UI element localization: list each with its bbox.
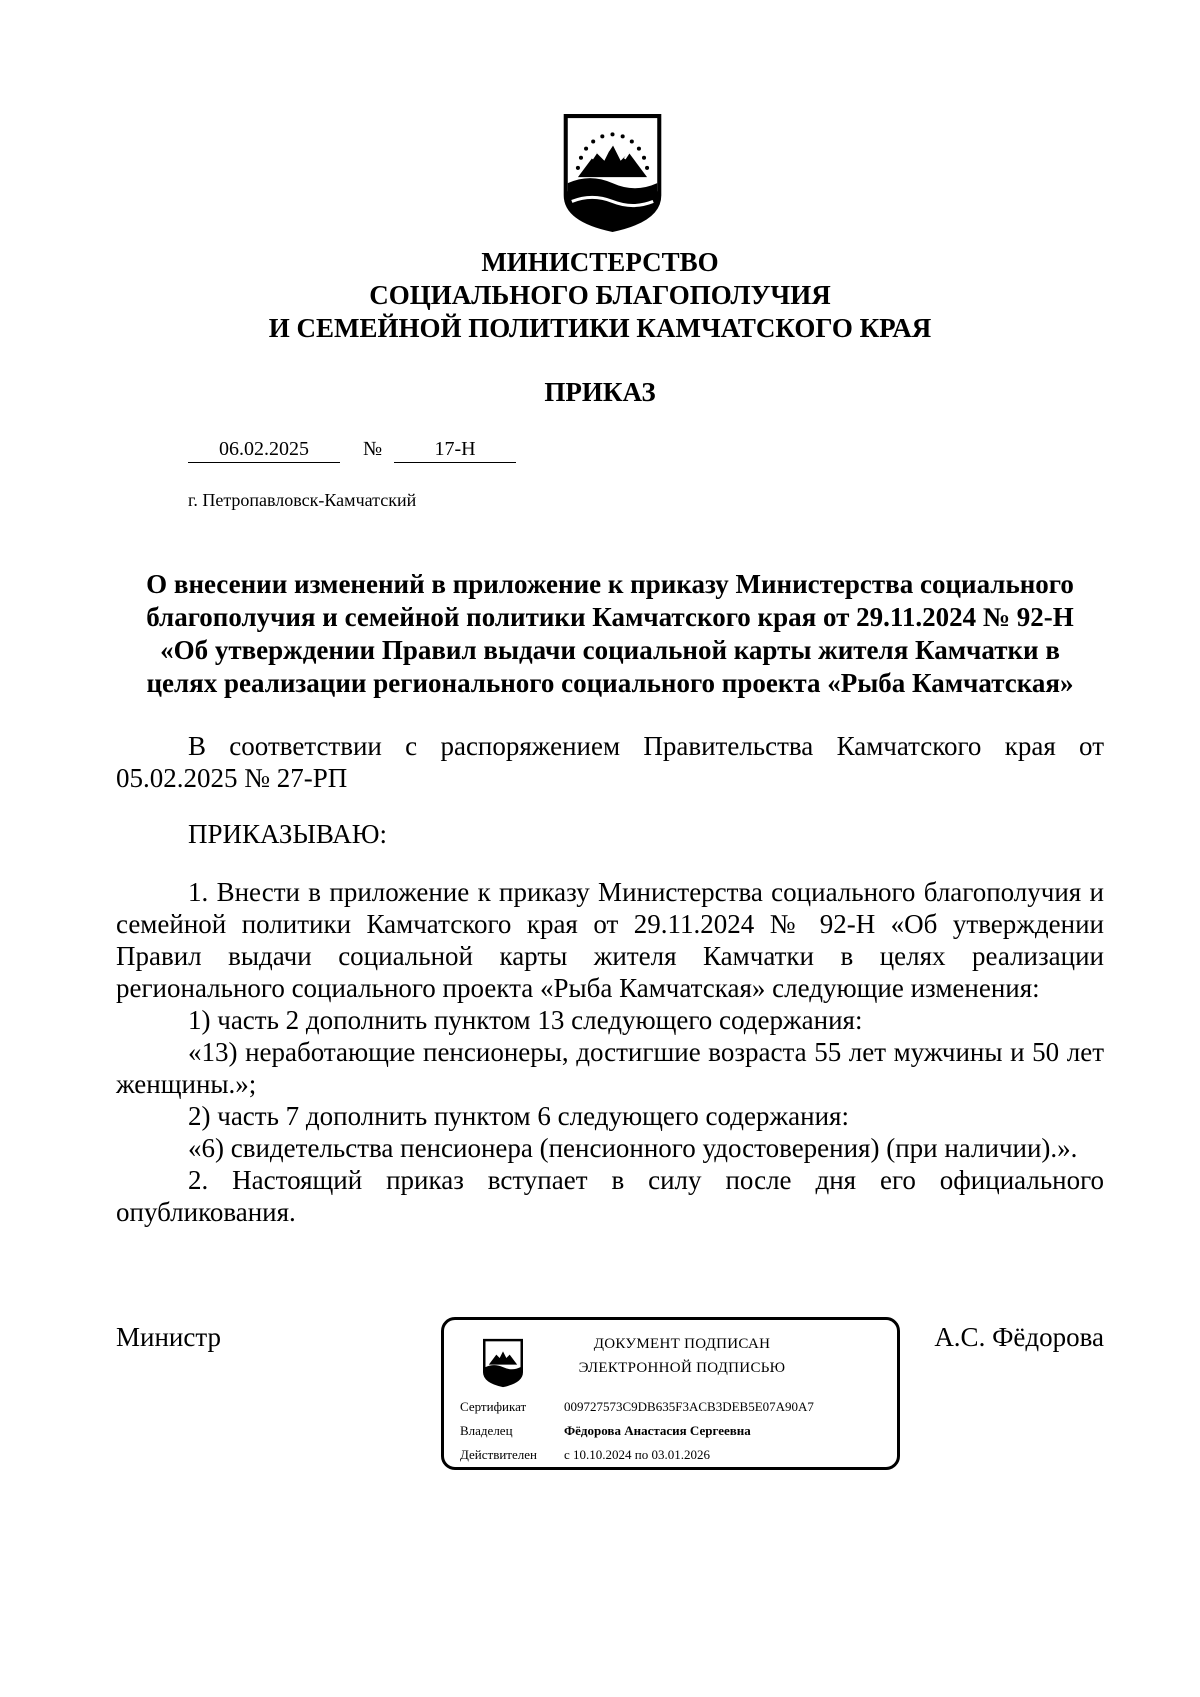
clause-paragraph: 2. Настоящий приказ вступает в силу после дня его официального опубликования. [116,1165,1104,1227]
clause-paragraph: «6) свидетельства пенсионера (пенсионного удостоверения) (при наличии).». [188,1133,1078,1163]
clause-paragraph: 1) часть 2 дополнить пунктом 13 следующего содержания: [188,1005,863,1035]
signatory-position: Министр [116,1322,221,1352]
subject-line: благополучия и семейной политики Камчатского края от 29.11.2024 № 92-Н [146,602,1074,632]
order-number-sign: № [363,438,383,460]
city-name: г. Петропавловск-Камчатский [188,490,417,510]
ministry-line: СОЦИАЛЬНОГО БЛАГОПОЛУЧИЯ [369,280,831,310]
order-date-value: 06.02.2025 [188,436,340,463]
preamble [116,730,1104,794]
coat-of-arms-emblem [561,112,664,234]
stamp-heading-line: ЭЛЕКТРОННОЙ ПОДПИСЬЮ [578,1360,786,1376]
validity-label: Действителен [460,1447,537,1462]
subject-line: «Об утверждении Правил выдачи социальной карты жителя Камчатки в [160,635,1060,665]
order-number-value: 17-Н [394,436,516,463]
stamp-heading [552,1332,812,1380]
order-word [116,818,1104,850]
stamp-heading-line: ДОКУМЕНТ ПОДПИСАН [593,1336,771,1352]
ministry-line: И СЕМЕЙНОЙ ПОЛИТИКИ КАМЧАТСКОГО КРАЯ [268,313,932,343]
order-subject [116,568,1104,700]
order-date [188,436,340,463]
owner-label: Владелец [460,1423,513,1438]
subject-line: целях реализации регионального социального проекта «Рыба Камчатская» [146,668,1074,698]
clause-paragraph: 2) часть 7 дополнить пунктом 6 следующего содержания: [188,1101,849,1131]
order-number [394,436,516,463]
ministry-name [0,246,1200,345]
order-clauses [116,876,1104,1228]
preamble-text: В соответствии с распоряжением Правительства Камчатского края от 05.02.2025 № 27-РП [116,731,1104,793]
certificate-value: 009727573C9DB635F3ACB3DEB5E07A90A7 [564,1399,814,1414]
subject-line: О внесении изменений в приложение к приказу Министерства социального [146,569,1074,599]
clause-paragraph: 1. Внести в приложение к приказу Министерства социального благополучия и семейной политики Камчатского края от 29.11.2024 № 92-Н «Об утверждении Правил выдачи социальной карты жителя Камчатки в целях реализации регионального социального проекта «Рыба Камчатская» следующие изменения: [116,877,1104,1003]
electronic-signature-stamp [441,1317,900,1470]
certificate-label: Сертификат [460,1399,527,1414]
order-word-text: ПРИКАЗЫВАЮ: [188,819,387,849]
owner-value: Фёдорова Анастасия Сергеевна [564,1423,751,1438]
stamp-certificate-row [460,1398,814,1416]
validity-value: с 10.10.2024 по 03.01.2026 [564,1447,710,1462]
stamp-owner-row [460,1422,751,1440]
signatory-name: А.С. Фёдорова [934,1322,1104,1352]
clause-paragraph: «13) неработающие пенсионеры, достигшие возраста 55 лет мужчины и 50 лет женщины.»; [116,1037,1104,1099]
ministry-line: МИНИСТЕРСТВО [481,247,719,277]
stamp-validity-row [460,1446,710,1464]
coat-of-arms-small-icon [482,1338,524,1388]
document-type-title: ПРИКАЗ [544,377,656,407]
